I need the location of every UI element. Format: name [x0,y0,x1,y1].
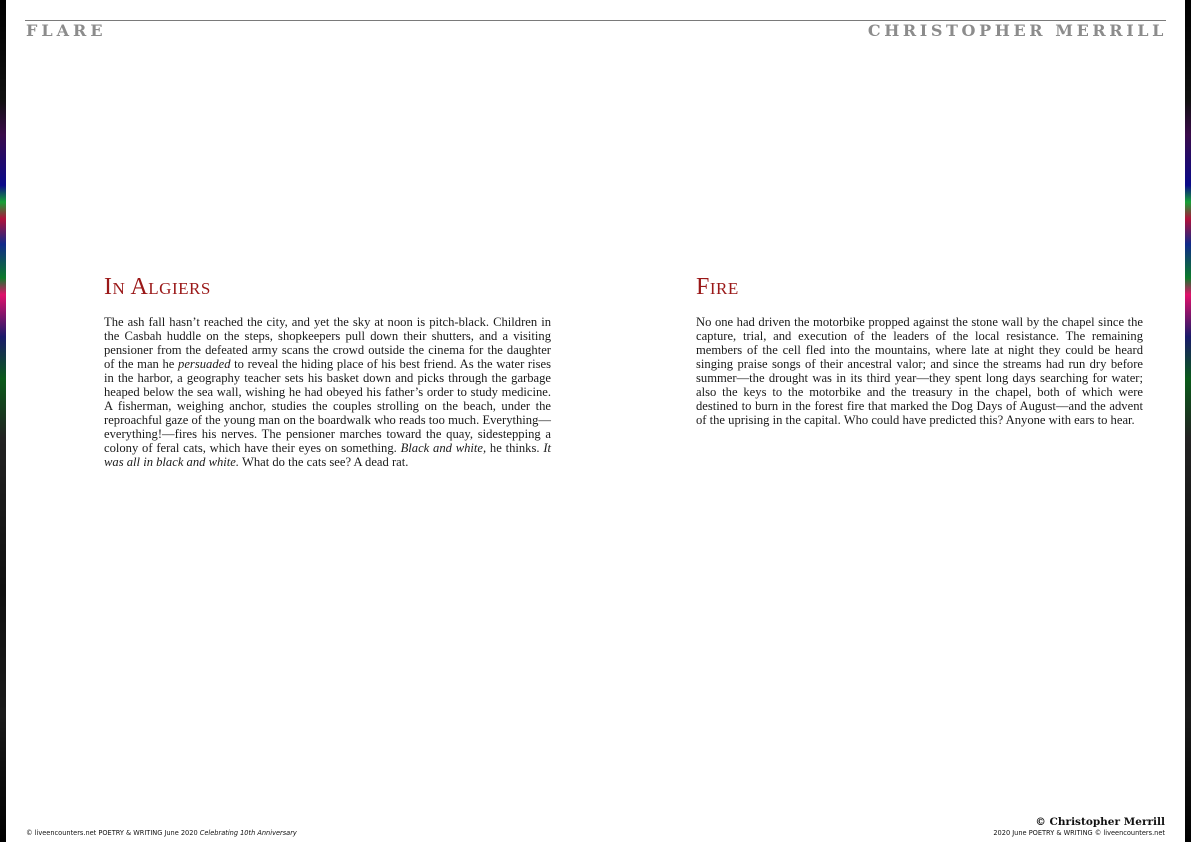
footer-left-text: © liveencounters.net POETRY & WRITING June 2020 [26,829,200,837]
poem-italic-run: It was all in black and white. [104,441,552,469]
poem-text-run: The ash fall hasn’t reached the city, and yet the sky at noon is pitch-black. Children in the Casbah huddle on the steps, shopkeepers pull down their shutters, and a visiting pensioner from the defeated army scans the crowd outside the cinema for the daughter of the man he [104,315,551,371]
footer-left-anniversary: Celebrating 10th Anniversary [199,829,297,837]
footer-copyright-author: © Christopher Merrill [1035,816,1165,828]
poem-italic-run: Black and white, [400,441,487,455]
footer-right: 2020 June POETRY & WRITING © liveencounters.net [993,829,1165,837]
poem-body-right [696,315,1143,427]
running-head-left: FLARE [26,21,107,40]
poem-title-right: Fire [696,274,739,300]
poem-body-left [104,315,551,469]
left-page-edge-decoration [0,0,6,842]
footer-left [26,829,297,837]
poem-text-run: to reveal the hiding place of his best friend. As the water rises in the harbor, a geography teacher sets his basket down and picks through the garbage heaped below the sea wall, wishing he had obeyed his father’s order to study medicine. A fisherman, weighing anchor, studies the couples strolling on the beach, under the reproachful gaze of the young man on the boardwalk who reads too much. Everything—everything!—fires his nerves. The pensioner marches toward the quay, sidestepping a colony of feral cats, which have their eyes on something. [104,357,551,455]
poem-text-run: he thinks. [486,441,544,455]
poem-text-run: What do the cats see? A dead rat. [239,455,409,469]
right-page-edge-decoration [1185,0,1191,842]
poem-title-left: In Algiers [104,274,211,300]
running-head-right: CHRISTOPHER MERRILL [867,21,1167,40]
poem-italic-run: persuaded [178,357,231,371]
poem-text-run: No one had driven the motorbike propped against the stone wall by the chapel since the capture, trial, and execution of the leaders of the local resistance. The remaining members of the cell fled into the mountains, where late at night they could be heard singing praise songs of their ancestral valor; and since the streams had run dry before summer—the drought was in its third year—they spent long days searching for water; also the keys to the motorbike and the treasury in the chapel, both of which were destined to burn in the forest fire that marked the Dog Days of August—and the advent of the uprising in the capital. Who could have predicted this? Anyone with ears to hear. [696,315,1143,427]
